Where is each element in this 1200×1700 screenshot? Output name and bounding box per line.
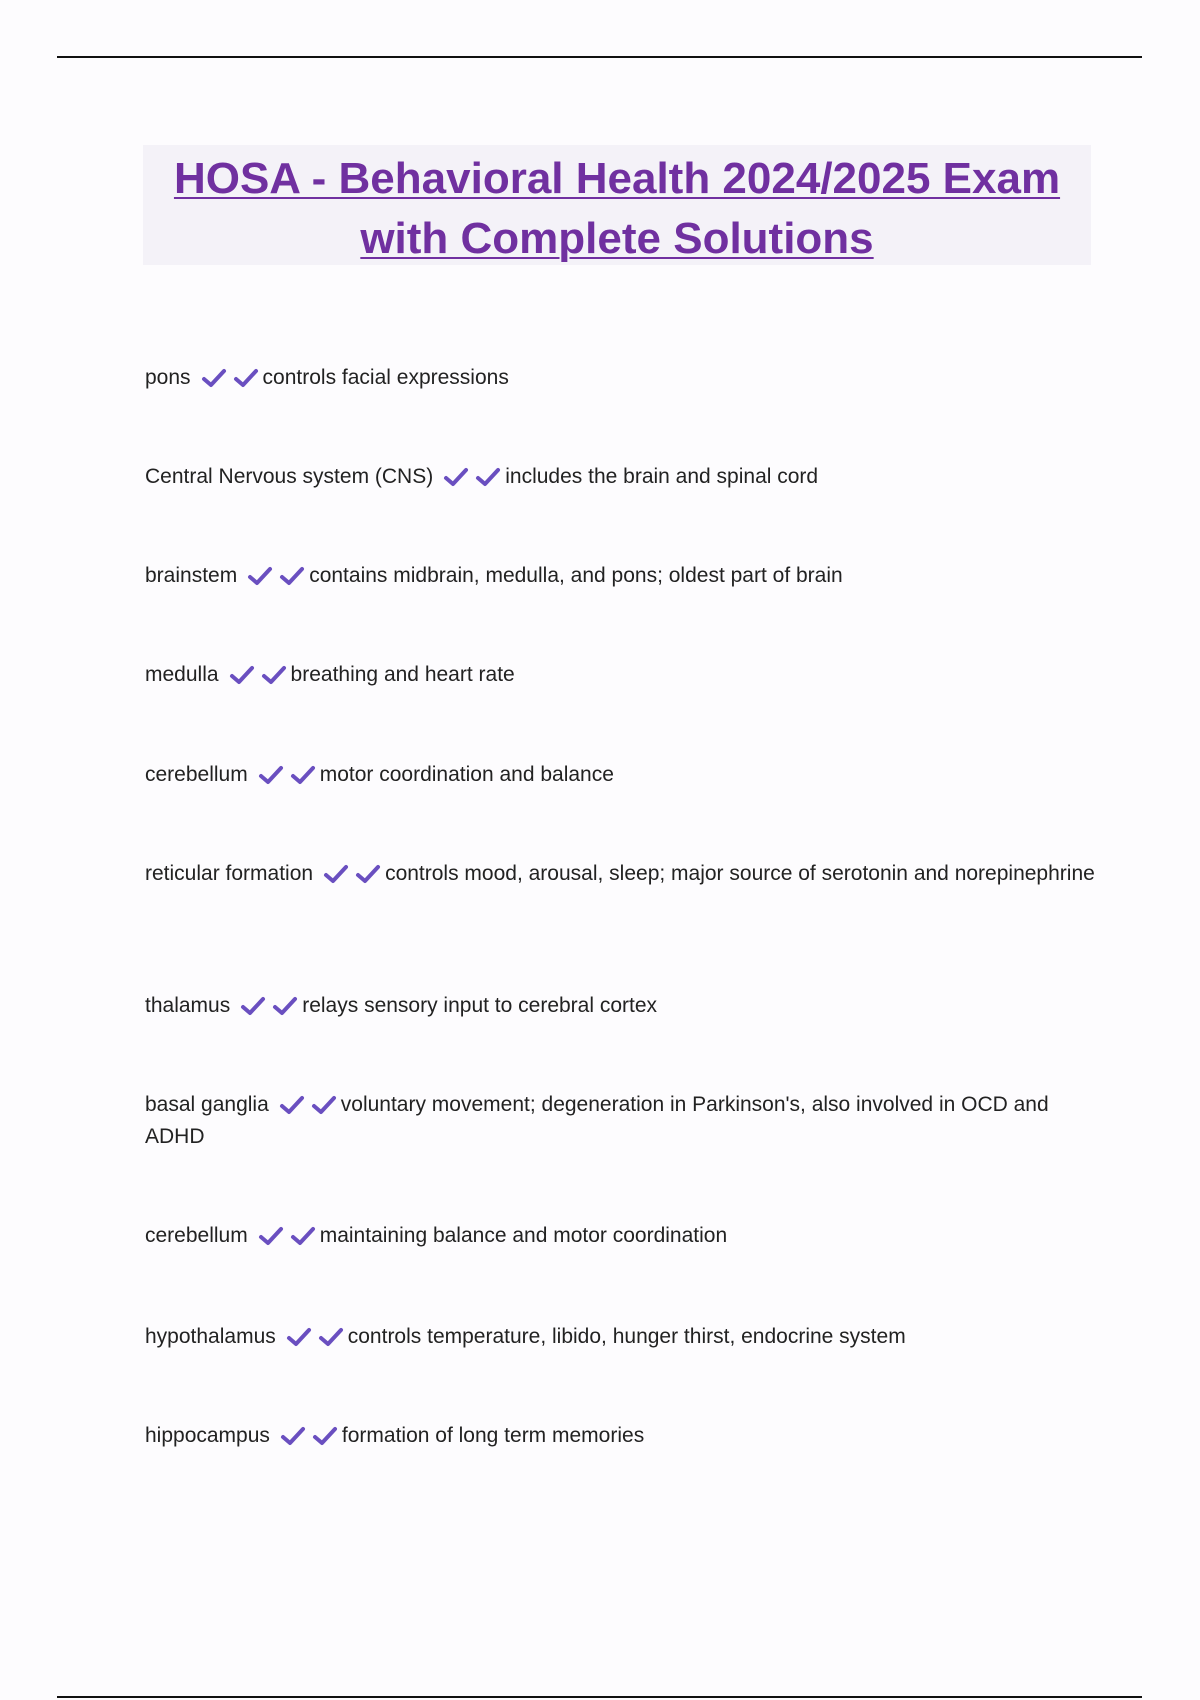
- list-item: [145, 858, 1095, 890]
- entry-term: medulla: [145, 663, 219, 686]
- check-icon: [229, 664, 255, 686]
- check-icon: [290, 1225, 316, 1247]
- check-icon: [311, 1094, 337, 1116]
- entry-term: cerebellum: [145, 763, 248, 786]
- entry-definition: controls temperature, libido, hunger thirst, endocrine system: [347, 1325, 906, 1348]
- check-icon: [258, 1225, 284, 1247]
- list-item: [145, 461, 1095, 493]
- entry-definition: controls mood, arousal, sleep; major source of serotonin and norepinephrine: [385, 862, 1095, 885]
- list-item: [145, 1321, 1095, 1353]
- check-icon: [323, 863, 349, 885]
- check-icon: [258, 764, 284, 786]
- check-icon: [240, 995, 266, 1017]
- entry-definition: relays sensory input to cerebral cortex: [302, 994, 658, 1017]
- list-item: [145, 990, 1095, 1022]
- check-icon: [233, 367, 259, 389]
- entry-term: hippocampus: [145, 1424, 270, 1447]
- check-icon: [355, 863, 381, 885]
- check-icon: [272, 995, 298, 1017]
- check-icon: [280, 1425, 306, 1447]
- entry-term: reticular formation: [145, 862, 314, 885]
- check-icon: [443, 466, 469, 488]
- entry-definition: maintaining balance and motor coordination: [319, 1224, 728, 1247]
- entry-definition: motor coordination and balance: [319, 763, 614, 786]
- entry-definition: breathing and heart rate: [290, 663, 515, 686]
- entry-term: pons: [145, 366, 191, 389]
- list-item: [145, 659, 1095, 691]
- list-item: [145, 759, 1095, 791]
- check-icon: [312, 1425, 338, 1447]
- entry-term: Central Nervous system (CNS): [145, 465, 434, 488]
- entry-definition: contains midbrain, medulla, and pons; oldest part of brain: [309, 564, 843, 587]
- check-icon: [247, 565, 273, 587]
- entry-definition: includes the brain and spinal cord: [505, 465, 819, 488]
- check-icon: [318, 1326, 344, 1348]
- check-icon: [279, 565, 305, 587]
- check-icon: [475, 466, 501, 488]
- entry-definition: formation of long term memories: [341, 1424, 645, 1447]
- document-title-line-2: with Complete Solutions: [360, 214, 874, 263]
- header-rule: [57, 56, 1142, 58]
- entry-term: brainstem: [145, 564, 238, 587]
- check-icon: [290, 764, 316, 786]
- check-icon: [201, 367, 227, 389]
- title-banner: [143, 145, 1091, 265]
- entry-term: cerebellum: [145, 1224, 248, 1247]
- list-item: [145, 1420, 1095, 1452]
- entry-definition: voluntary movement; degeneration in Parkinson's, also involved in OCD and ADHD: [145, 1093, 1049, 1148]
- check-icon: [286, 1326, 312, 1348]
- entry-term: thalamus: [145, 994, 231, 1017]
- check-icon: [279, 1094, 305, 1116]
- entry-term: hypothalamus: [145, 1325, 276, 1348]
- document-title-line-1: HOSA - Behavioral Health 2024/2025 Exam: [173, 154, 1061, 203]
- list-item: [145, 1220, 1095, 1252]
- list-item: [145, 1089, 1095, 1153]
- list-item: [145, 560, 1095, 592]
- list-item: [145, 362, 1095, 394]
- check-icon: [261, 664, 287, 686]
- footer-rule: [57, 1696, 1142, 1698]
- entry-term: basal ganglia: [145, 1093, 269, 1116]
- entry-definition: controls facial expressions: [262, 366, 509, 389]
